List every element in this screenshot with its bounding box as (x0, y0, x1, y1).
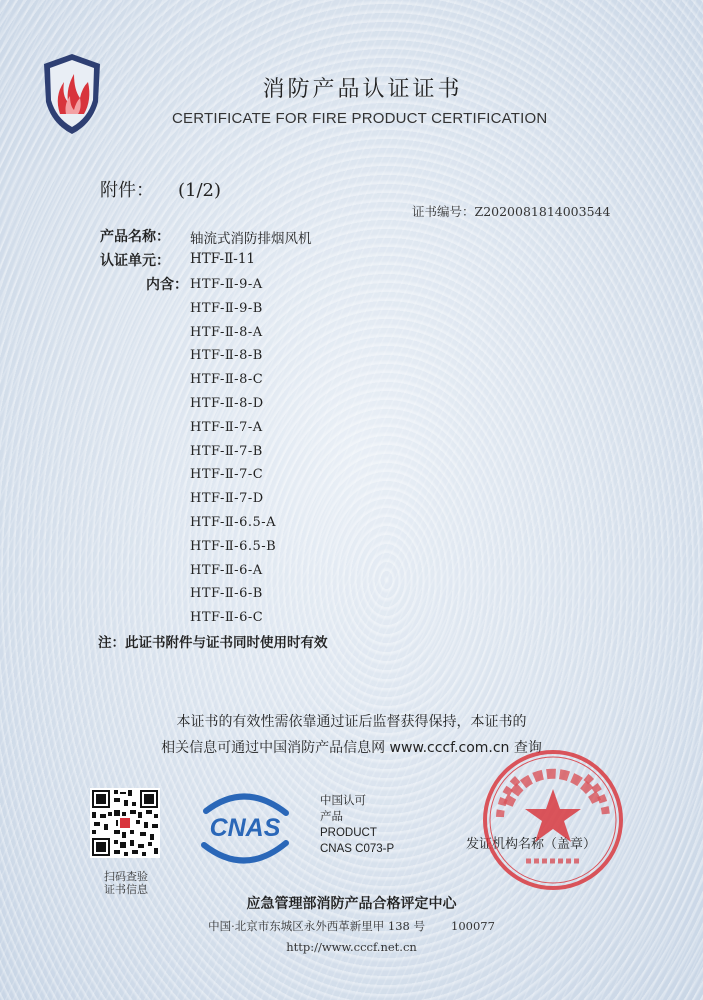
accreditation-text (320, 793, 394, 857)
model-item: HTF-Ⅱ-9-B (190, 300, 263, 316)
model-item: HTF-Ⅱ-8-A (190, 324, 263, 340)
accreditation-line-1: 中国认可 (320, 795, 366, 807)
certificate-number-value: Z2020081814003544 (474, 204, 611, 219)
official-seal-icon (478, 745, 628, 895)
qr-code-icon[interactable] (90, 788, 160, 858)
title-english: CERTIFICATE FOR FIRE PRODUCT CERTIFICATION (172, 110, 548, 127)
model-item: HTF-Ⅱ-7-D (190, 491, 264, 507)
model-item: HTF-Ⅱ-8-C (190, 372, 264, 388)
accreditation-line-2: 产品 (320, 811, 343, 823)
model-list (190, 273, 276, 630)
model-item: HTF-Ⅱ-6.5-A (190, 514, 277, 530)
attachment-heading (100, 176, 221, 202)
title-chinese: 消防产品认证证书 (262, 77, 463, 102)
cnas-logo-text: CNAS (209, 814, 281, 842)
attachment-note: 注：此证书附件与证书同时使用时有效 (98, 635, 328, 651)
qr-caption-line-2: 证书信息 (104, 883, 148, 896)
cert-unit-value: HTF-Ⅱ-11 (190, 251, 256, 267)
model-item: HTF-Ⅱ-6-A (190, 562, 263, 578)
attachment-page: (1/2) (178, 180, 222, 201)
model-item: HTF-Ⅱ-6-B (190, 586, 263, 602)
certificate-number (412, 202, 610, 220)
model-item: HTF-Ⅱ-8-B (190, 348, 263, 364)
model-item: HTF-Ⅱ-7-A (190, 419, 263, 435)
accreditation-line-4: CNAS C073-P (320, 843, 395, 855)
product-name-label: 产品名称： (100, 229, 170, 245)
model-item: HTF-Ⅱ-6-C (190, 610, 264, 626)
includes-label: 内含： (146, 277, 188, 293)
model-item: HTF-Ⅱ-6.5-B (190, 538, 277, 554)
certificate-number-label: 证书编号： (412, 204, 475, 219)
issuer-address (0, 918, 703, 934)
postal-code: 100077 (451, 919, 495, 933)
model-item: HTF-Ⅱ-8-D (190, 395, 264, 411)
accreditation-line-3: PRODUCT (320, 827, 377, 839)
validity-line-2: 相关信息可通过中国消防产品信息网 www.cccf.com.cn 查询 (161, 740, 542, 756)
model-item: HTF-Ⅱ-7-C (190, 467, 264, 483)
address-text: 中国·北京市东城区永外西革新里甲 138 号 (208, 919, 425, 933)
attachment-label: 附件： (100, 180, 154, 201)
product-name-value: 轴流式消防排烟风机 (190, 231, 312, 247)
issuer-label: 发证机构名称（盖章） (466, 837, 597, 852)
cnas-logo-icon (190, 787, 300, 867)
validity-line-1: 本证书的有效性需依靠通过证后监督获得保持，本证书的 (176, 714, 527, 730)
model-item: HTF-Ⅱ-9-A (190, 277, 263, 292)
cert-unit-label: 认证单元： (100, 253, 170, 269)
issuing-center-name: 应急管理部消防产品合格评定中心 (246, 896, 457, 912)
qr-caption-line-1: 扫码查验 (104, 870, 148, 883)
website-link[interactable]: http://www.cccf.net.cn (286, 940, 417, 954)
model-item: HTF-Ⅱ-7-B (190, 443, 263, 459)
